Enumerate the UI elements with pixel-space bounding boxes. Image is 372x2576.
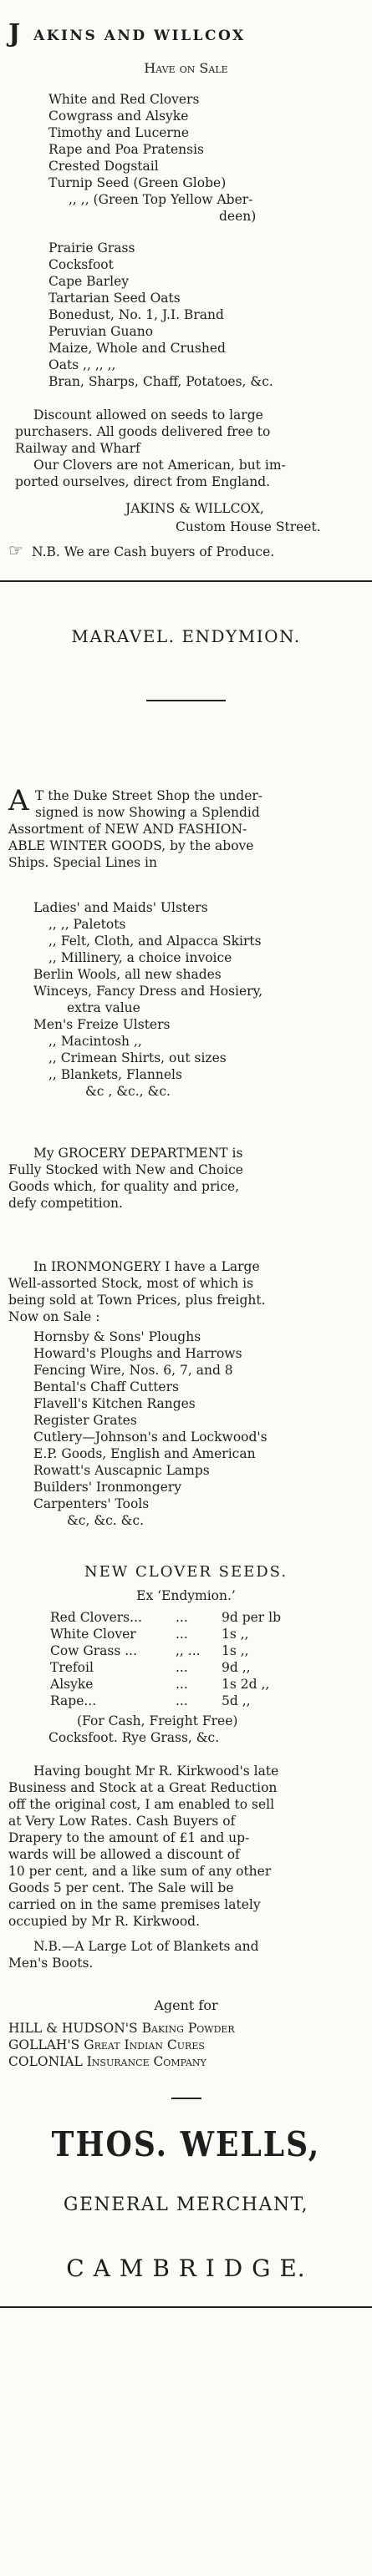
list-item: Men's Freize Ulsters [33,1017,171,1032]
ad2-iron-line: Now on Sale : [8,1309,100,1324]
price-name: White Clover [50,1627,136,1642]
ad1-signature: JAKINS & WILLCOX, [125,501,264,516]
list-item: ,, ,, Paletots [48,917,126,932]
list-item: Cutlery—Johnson's and Lockwood's [33,1430,268,1445]
kirkwood-line: 10 per cent, and a like sum of any other [8,1864,272,1879]
clover-more: Cocksfoot. Rye Grass, &c. [48,1730,220,1745]
price-name: Trefoil [50,1660,94,1675]
ad2-heading: MARAVEL. ENDYMION. [71,626,301,646]
list-item: &c, &c. &c. [67,1513,145,1528]
list-item: deen) [219,209,257,224]
ad1-nb: N.B. We are Cash buyers of Produce. [32,544,275,559]
ad2-intro-line: Assortment of NEW AND FASHION- [8,822,247,837]
kirkwood-line: Business and Stock at a Great Reduction [8,1780,278,1795]
merchant-title: GENERAL MERCHANT, [63,2194,309,2215]
merchant-name: THOS. WELLS, [51,2123,321,2165]
ad2-grocery-line: Goods which, for quality and price, [8,1179,240,1194]
price-value: 9d per lb [222,1610,282,1625]
agent-line: HILL & HUDSON'S Baking Powder [8,2021,235,2036]
list-item: ,, Macintosh ,, [48,1034,142,1049]
price-dots: ... [176,1627,188,1642]
list-item: Timothy and Lucerne [48,125,189,140]
price-dots: ... [176,1660,188,1675]
clover-ship: Ex ‘Endymion.’ [136,1588,236,1603]
ad2-iron-line: being sold at Town Prices, plus freight. [8,1293,266,1308]
price-dots: ... [176,1677,188,1692]
clover-note: (For Cash, Freight Free) [77,1713,238,1728]
ad2-iron-line: Well-assorted Stock, most of which is [8,1276,254,1291]
ad1-discount-line: Discount allowed on seeds to large [33,407,263,423]
list-item: Peruvian Guano [48,324,154,339]
list-item: White and Red Clovers [48,92,200,107]
short-divider [146,700,226,701]
ad2-nb-line: Men's Boots. [8,1956,94,1971]
ad1-discount-line: purchasers. All goods delivered free to [15,424,271,439]
kirkwood-line: Drapery to the amount of £1 and up- [8,1830,250,1845]
price-name: Rape... [50,1693,97,1708]
ad2-intro-line: Ships. Special Lines in [8,855,157,870]
merchant-town: C A M B R I D G E. [66,2255,306,2282]
list-item: Rape and Poa Pratensis [48,142,204,157]
list-item: ,, Blankets, Flannels [48,1067,182,1082]
ad1-title: AKINS AND WILLCOX [33,28,246,44]
list-item: Berlin Wools, all new shades [33,967,222,982]
kirkwood-line: off the original cost, I am enabled to sell [8,1797,275,1812]
list-item: Howard's Ploughs and Harrows [33,1346,242,1361]
list-item: Builders' Ironmongery [33,1480,182,1495]
kirkwood-line: wards will be allowed a discount of [8,1847,240,1862]
ad1-clover-line: ported ourselves, direct from England. [15,474,271,489]
list-item: ,, Felt, Cloth, and Alpacca Skirts [48,934,262,949]
list-item: ,, Millinery, a choice invoice [48,950,232,965]
list-item: Ladies' and Maids' Ulsters [33,900,208,915]
kirkwood-line: Goods 5 per cent. The Sale will be [8,1880,234,1895]
list-item: Register Grates [33,1413,137,1428]
list-item: Turnip Seed (Green Globe) [48,175,227,190]
agent-line: COLONIAL Insurance Company [8,2054,206,2069]
list-item: Bonedust, No. 1, J.I. Brand [48,307,224,322]
ad2-intro-line: T the Duke Street Shop the under- [35,788,263,803]
ad2-grocery-line: My GROCERY DEPARTMENT is [33,1146,243,1161]
price-dots: ... [176,1693,188,1708]
pointing-hand-icon: ☞ [8,540,23,560]
list-item: Flavell's Kitchen Ranges [33,1396,196,1411]
price-dots: ,, ... [176,1643,201,1658]
ad2-intro-line: signed is now Showing a Splendid [35,805,260,820]
ad2-nb-line: N.B.—A Large Lot of Blankets and [33,1939,259,1954]
list-item: Cowgrass and Alsyke [48,109,189,124]
price-name: Cow Grass ... [50,1643,138,1658]
list-item: Crested Dogstail [48,159,159,174]
list-item: Cape Barley [48,274,130,289]
list-item: Bental's Chaff Cutters [33,1379,179,1394]
price-name: Red Clovers... [50,1610,142,1625]
short-divider [171,2098,201,2099]
price-value: 5d ,, [222,1693,251,1708]
list-item: Carpenters' Tools [33,1496,150,1511]
list-item: Prairie Grass [48,240,135,256]
list-item: extra value [67,1000,140,1015]
kirkwood-line: at Very Low Rates. Cash Buyers of [8,1814,236,1829]
ad2-iron-line: In IRONMONGERY I have a Large [33,1259,260,1274]
ad2-intro-initial: A [8,784,29,817]
ad1-subtitle: Have on Sale [144,60,228,76]
price-dots: ... [176,1610,188,1625]
ad1-address: Custom House Street. [176,519,321,534]
agent-line: GOLLAH'S Great Indian Cures [8,2037,205,2052]
ad1-title-initial: J [8,19,21,48]
ad2-grocery-line: Fully Stocked with New and Choice [8,1162,243,1177]
list-item: &c , &c., &c. [85,1084,171,1099]
list-item: Fencing Wire, Nos. 6, 7, and 8 [33,1363,233,1378]
price-value: 1s ,, [222,1643,249,1658]
price-value: 1s 2d ,, [222,1677,270,1692]
list-item: Cocksfoot [48,257,114,272]
kirkwood-line: carried on in the same premises lately [8,1897,261,1912]
section-divider [0,2306,372,2308]
agent-for: Agent for [154,1997,218,2013]
list-item: Winceys, Fancy Dress and Hosiery, [33,984,263,999]
list-item: Hornsby & Sons' Ploughs [33,1329,201,1344]
kirkwood-line: Having bought Mr R. Kirkwood's late [33,1764,279,1779]
price-name: Alsyke [50,1677,94,1692]
ad1-clover-line: Our Clovers are not American, but im- [33,458,286,473]
clover-heading: NEW CLOVER SEEDS. [84,1563,288,1581]
kirkwood-line: occupied by Mr R. Kirkwood. [8,1914,201,1929]
list-item: Rowatt's Auscapnic Lamps [33,1463,210,1478]
price-value: 9d ,, [222,1660,251,1675]
section-divider [0,580,372,582]
list-item: ,, Crimean Shirts, out sizes [48,1050,227,1065]
list-item: Oats ,, ,, ,, [48,357,116,372]
ad2-intro-line: ABLE WINTER GOODS, by the above [8,838,254,853]
list-item: E.P. Goods, English and American [33,1446,256,1461]
price-value: 1s ,, [222,1627,249,1642]
list-item: Maize, Whole and Crushed [48,341,226,356]
list-item: Tartarian Seed Oats [48,291,181,306]
ad1-discount-line: Railway and Wharf [15,441,140,456]
list-item: Bran, Sharps, Chaff, Potatoes, &c. [48,374,273,389]
ad2-grocery-line: defy competition. [8,1196,123,1211]
list-item: ,, ,, (Green Top Yellow Aber- [69,192,253,207]
